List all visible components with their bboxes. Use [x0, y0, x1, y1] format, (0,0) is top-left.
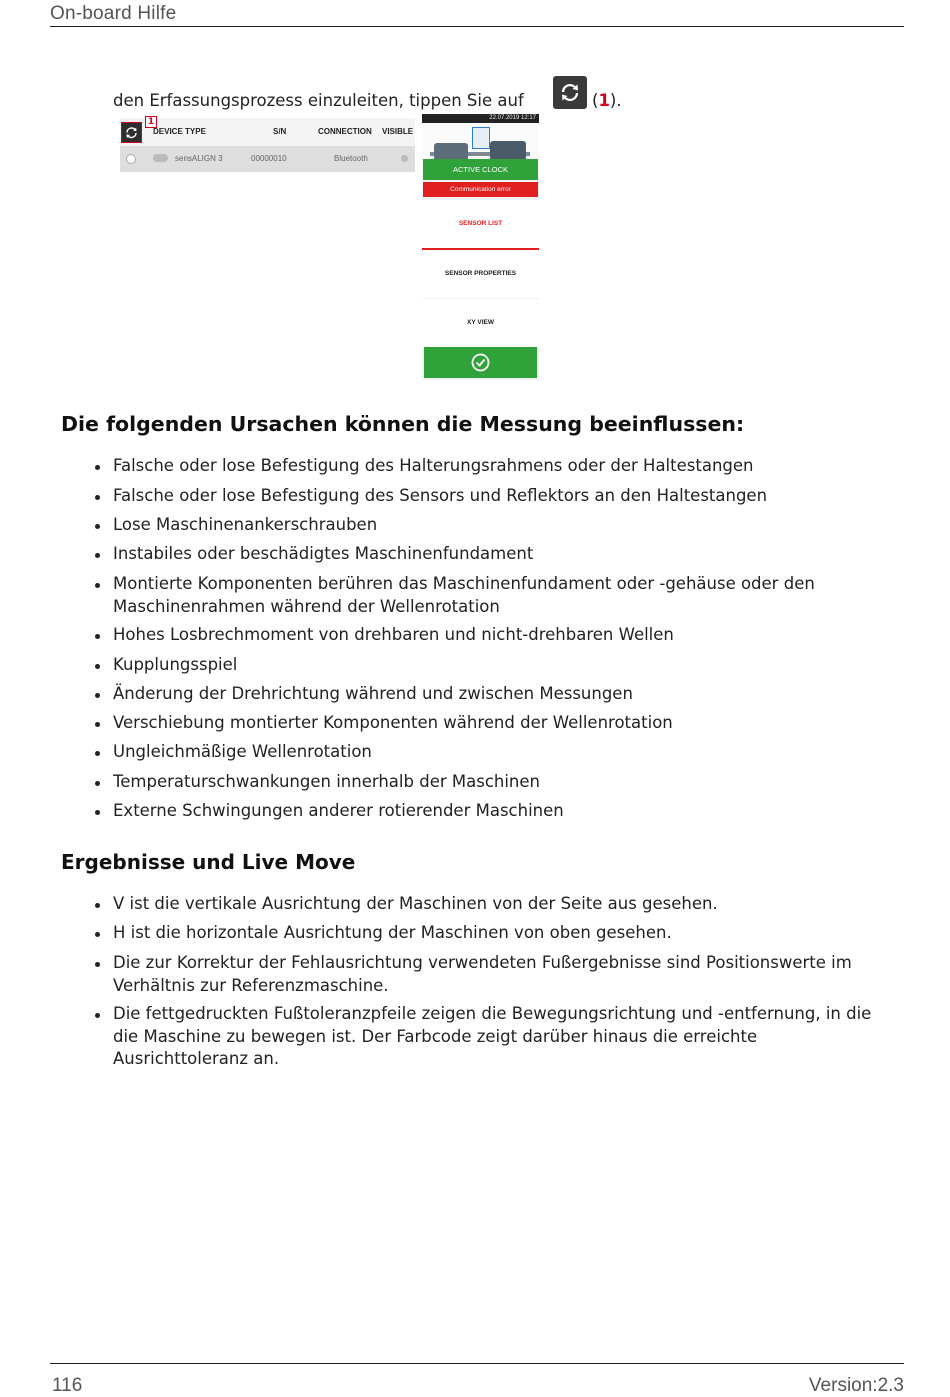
status-time: 22.07.2019 12:17 — [489, 115, 536, 121]
bullet-icon — [95, 1013, 100, 1018]
header-divider — [50, 26, 904, 27]
list-item: Instabiles oder beschädigtes Maschinenfundament — [113, 543, 888, 566]
section-heading-results: Ergebnisse und Live Move — [61, 850, 356, 874]
version-label: Version:2.3 — [808, 1375, 904, 1396]
bullet-icon — [95, 524, 100, 529]
callout-reference: (1). — [592, 91, 622, 110]
list-item: Lose Maschinenankerschrauben — [113, 514, 888, 537]
bullet-icon — [95, 664, 100, 669]
list-item: V ist die vertikale Ausrichtung der Maschinen von der Seite aus gesehen. — [113, 893, 888, 916]
section-heading-causes: Die folgenden Ursachen können die Messung beeinflussen: — [61, 412, 745, 436]
bullet-icon — [95, 932, 100, 937]
list-item: Falsche oder lose Befestigung des Halterungsrahmens oder der Haltestangen — [113, 455, 888, 478]
bullet-icon — [95, 962, 100, 967]
status-bar — [422, 114, 539, 123]
page-number: 116 — [52, 1375, 83, 1396]
menu-sensor-list: SENSOR LIST — [422, 200, 539, 250]
bullet-icon — [95, 810, 100, 815]
list-item: H ist die horizontale Ausrichtung der Maschinen von oben gesehen. — [113, 922, 888, 945]
toggle-icon — [153, 154, 168, 162]
intro-text: den Erfassungsprozess einzuleiten, tippen Sie auf — [113, 91, 524, 110]
table-refresh-icon — [121, 122, 142, 143]
bullet-icon — [95, 722, 100, 727]
list-item: Externe Schwingungen anderer rotierender Maschinen — [113, 800, 888, 823]
bullet-icon — [95, 903, 100, 908]
bullet-icon — [95, 634, 100, 639]
column-header-device-type: DEVICE TYPE — [153, 127, 206, 136]
list-item: Verschiebung montierter Komponenten während der Wellenrotation — [113, 712, 888, 735]
cell-device: sensALIGN 3 — [175, 154, 223, 163]
menu-xy-view: XY VIEW — [422, 299, 539, 347]
active-clock-button: ACTIVE CLOCK — [423, 159, 538, 180]
checkmark-icon — [424, 347, 537, 378]
visible-indicator-icon — [401, 155, 408, 162]
list-item: Temperaturschwankungen innerhalb der Maschinen — [113, 771, 888, 794]
app-menu-screenshot — [422, 114, 539, 380]
column-header-connection: CONNECTION — [318, 127, 372, 136]
list-item: Änderung der Drehrichtung während und zwischen Messungen — [113, 683, 888, 706]
error-banner: Communication error — [423, 182, 538, 197]
column-header-visible: VISIBLE — [382, 127, 414, 136]
bullet-icon — [95, 495, 100, 500]
list-item: Montierte Komponenten berühren das Maschinenfundament oder -gehäuse oder den Maschinenrahmen während der Wellenrotation — [113, 573, 888, 618]
select-radio — [126, 154, 136, 164]
footer-divider — [50, 1363, 904, 1364]
refresh-icon — [553, 76, 587, 109]
bullet-icon — [95, 553, 100, 558]
list-item: Die zur Korrektur der Fehlausrichtung verwendeten Fußergebnisse sind Positionswerte im Verhältnis zur Referenzmaschine. — [113, 952, 888, 997]
list-item: Kupplungsspiel — [113, 654, 888, 677]
bullet-icon — [95, 781, 100, 786]
list-item: Ungleichmäßige Wellenrotation — [113, 741, 888, 764]
cell-connection: Bluetooth — [334, 154, 368, 163]
list-item: Die fettgedruckten Fußtoleranzpfeile zeigen die Bewegungsrichtung und -entfernung, in die die Maschine zu bewegen ist. Der Farbcode zeigt darüber hinaus die erreichte Ausrichttoleranz an. — [113, 1003, 888, 1071]
confirm-button — [424, 347, 537, 378]
bullet-icon — [95, 693, 100, 698]
running-header: On-board Hilfe — [50, 3, 177, 24]
bullet-icon — [95, 751, 100, 756]
cell-sn: 00000010 — [251, 154, 287, 163]
bullet-icon — [95, 583, 100, 588]
callout-number: 1 — [598, 91, 610, 110]
bullet-icon — [95, 465, 100, 470]
sensor-icon — [472, 127, 490, 149]
list-item: Hohes Losbrechmoment von drehbaren und nicht-drehbaren Wellen — [113, 624, 888, 647]
list-item: Falsche oder lose Befestigung des Sensors und Reflektors an den Haltestangen — [113, 485, 888, 508]
column-header-sn: S/N — [273, 127, 287, 136]
callout-badge: 1 — [145, 116, 157, 128]
menu-sensor-properties: SENSOR PROPERTIES — [422, 250, 539, 298]
